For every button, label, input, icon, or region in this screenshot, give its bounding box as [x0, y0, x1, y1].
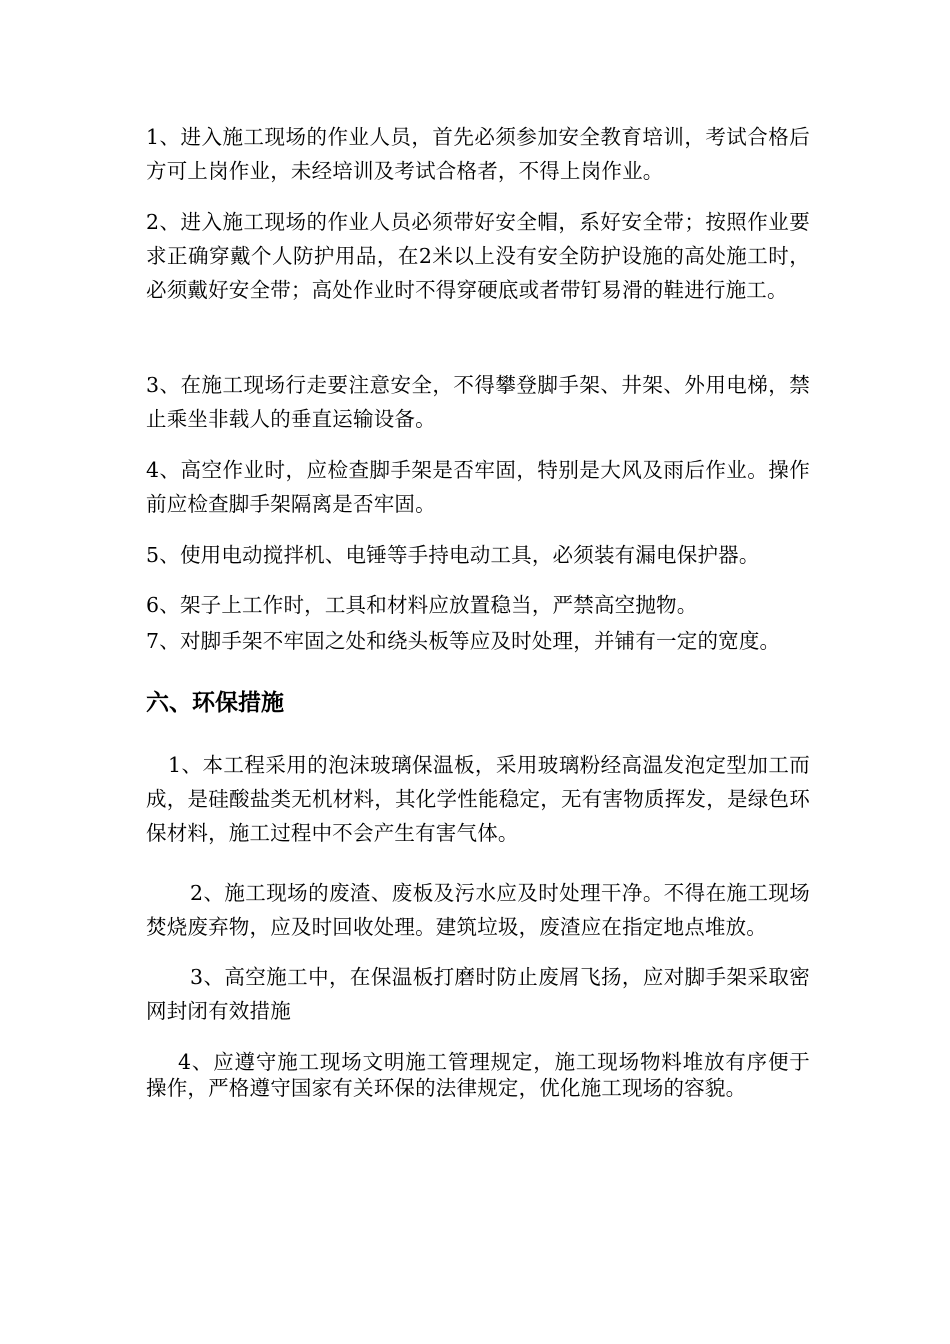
safety-item-3: 3、在施工现场行走要注意安全，不得攀登脚手架、井架、外用电梯，禁止乘坐非载人的垂直运输设备。	[146, 373, 810, 431]
section-heading: 六、环保措施	[146, 690, 284, 716]
safety-item-5: 5、使用电动搅拌机、电锤等手持电动工具，必须装有漏电保护器。	[146, 543, 760, 567]
safety-item-2: 2、进入施工现场的作业人员必须带好安全帽，系好安全带；按照作业要求正确穿戴个人防护用品，在2米以上没有安全防护设施的高处施工时，必须戴好安全带；高处作业时不得穿硬底或者带钉易滑的鞋进行施工。	[146, 210, 810, 302]
env-item-2: 2、施工现场的废渣、废板及污水应及时处理干净。不得在施工现场焚烧废弃物，应及时回收处理。建筑垃圾，废渣应在指定地点堆放。	[146, 881, 810, 939]
env-item-4: 4、应遵守施工现场文明施工管理规定，施工现场物料堆放有序便于操作，严格遵守国家有关环保的法律规定，优化施工现场的容貌。	[146, 1050, 810, 1100]
safety-item-6: 6、架子上工作时，工具和材料应放置稳当，严禁高空抛物。	[146, 593, 698, 617]
safety-item-7: 7、对脚手架不牢固之处和绕头板等应及时处理，并铺有一定的宽度。	[146, 629, 781, 653]
env-item-3: 3、高空施工中，在保温板打磨时防止废屑飞扬，应对脚手架采取密网封闭有效措施	[146, 965, 810, 1023]
env-item-1: 1、本工程采用的泡沫玻璃保温板，采用玻璃粉经高温发泡定型加工而成，是硅酸盐类无机材料，其化学性能稳定，无有害物质挥发，是绿色环保材料，施工过程中不会产生有害气体。	[146, 753, 810, 845]
safety-item-4: 4、高空作业时，应检查脚手架是否牢固，特别是大风及雨后作业。操作前应检查脚手架隔离是否牢固。	[146, 458, 810, 516]
safety-item-1: 1、进入施工现场的作业人员，首先必须参加安全教育培训，考试合格后方可上岗作业，未经培训及考试合格者，不得上岗作业。	[146, 125, 810, 183]
